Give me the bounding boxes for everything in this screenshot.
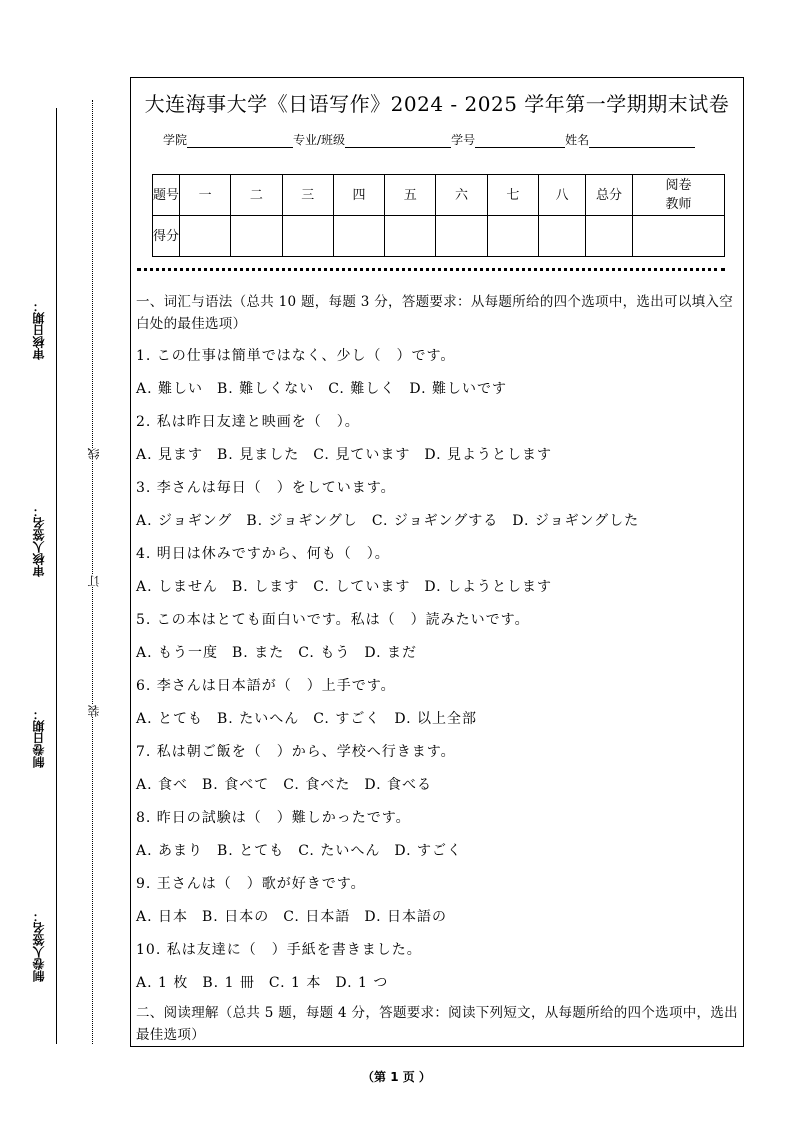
name-field[interactable] (589, 135, 695, 148)
answer-option[interactable]: D. 以上全部 (394, 711, 477, 727)
question-number-header: 题号 (153, 175, 180, 216)
answer-option[interactable]: C. もう (298, 645, 351, 661)
score-table (152, 174, 725, 257)
answer-option[interactable]: C. 1 本 (268, 975, 322, 991)
answer-option[interactable]: D. ジョギングした (512, 513, 640, 529)
answer-option[interactable]: D. 日本語の (364, 909, 447, 925)
compile-date-label: 制卷日期： (32, 708, 46, 768)
page-number: （第 1 页 ） (362, 1070, 431, 1084)
answer-option[interactable]: C. ジョギングする (371, 513, 499, 529)
binding-char-zhuang: 装 (87, 705, 101, 717)
question-1: 1. この仕事は簡単ではなく、少し（ ）です。 (136, 348, 456, 364)
student-id-field[interactable] (475, 135, 565, 148)
question-7: 7. 私は朝ご飯を（ ）から、学校へ行きます。 (136, 744, 456, 760)
score-table-header-row (153, 175, 725, 216)
question-3: 3. 李さんは毎日（ ）をしています。 (136, 480, 396, 496)
answer-option[interactable]: C. 食べた (283, 777, 351, 793)
score-cell[interactable] (180, 216, 231, 257)
score-col-total: 总分 (586, 175, 633, 216)
answer-option[interactable]: B. 見ました (217, 447, 300, 463)
answer-option[interactable]: A. 難しい (136, 381, 204, 397)
answer-option[interactable]: B. 難しくない (217, 381, 315, 397)
dotted-separator (137, 268, 725, 271)
question-8: 8. 昨日の試験は（ ）難しかったです。 (136, 810, 411, 826)
score-row-header: 得分 (153, 216, 180, 257)
score-col-6: 六 (436, 175, 487, 216)
score-cell[interactable] (487, 216, 538, 257)
question-10-options (136, 967, 741, 1000)
question-6: 6. 李さんは日本語が（ ）上手です。 (136, 678, 396, 694)
score-col-1: 一 (180, 175, 231, 216)
binding-dotted-line (92, 100, 93, 1044)
question-9-options (136, 901, 741, 934)
answer-option[interactable]: A. とても (136, 711, 204, 727)
exam-content (136, 291, 741, 1046)
answer-option[interactable]: A. 見ます (136, 447, 204, 463)
compiler-signature-label: 制卷人签名： (32, 910, 46, 982)
name-label: 姓名 (565, 133, 590, 147)
answer-option[interactable]: B. ジョギングし (246, 513, 358, 529)
answer-option[interactable]: A. ジョギング (136, 513, 233, 529)
answer-option[interactable]: C. 見ています (313, 447, 411, 463)
answer-option[interactable]: A. 1 枚 (136, 975, 189, 991)
question-5-options (136, 637, 741, 670)
score-cell[interactable] (282, 216, 333, 257)
score-cell[interactable] (231, 216, 282, 257)
major-class-field[interactable] (345, 135, 451, 148)
answer-option[interactable]: C. しています (313, 579, 411, 595)
section1-heading: 一、词汇与语法（总共 10 题，每题 3 分，答题要求：从每题所给的四个选项中，选出可以填入空白处的最佳选项） (136, 294, 734, 332)
score-table-score-row (153, 216, 725, 257)
score-col-5: 五 (385, 175, 436, 216)
reviewer-signature-label: 审核人签名： (32, 505, 46, 577)
answer-option[interactable]: A. しません (136, 579, 219, 595)
answer-option[interactable]: B. 日本の (202, 909, 270, 925)
question-2-options (136, 439, 741, 472)
answer-option[interactable]: D. 食べる (364, 777, 432, 793)
binding-margin-line (56, 108, 57, 1044)
question-7-options (136, 769, 741, 802)
question-list (136, 340, 741, 1000)
college-field[interactable] (187, 135, 293, 148)
answer-option[interactable]: A. あまり (136, 843, 204, 859)
answer-option[interactable]: C. すごく (313, 711, 381, 727)
question-10: 10. 私は友達に（ ）手紙を書きました。 (136, 942, 422, 958)
answer-option[interactable]: C. 難しく (328, 381, 396, 397)
score-col-2: 二 (231, 175, 282, 216)
question-4-options (136, 571, 741, 604)
major-class-label: 专业/班级 (293, 133, 346, 147)
review-date-label: 审核日期： (32, 300, 46, 360)
answer-option[interactable]: D. すごく (394, 843, 462, 859)
student-info-row (163, 131, 695, 148)
binding-char-ding: 订 (87, 575, 101, 587)
question-3-options (136, 505, 741, 538)
answer-option[interactable]: B. また (232, 645, 285, 661)
answer-option[interactable]: D. 見ようとします (424, 447, 552, 463)
question-5: 5. この本はとても面白いです。私は（ ）読みたいです。 (136, 612, 530, 628)
answer-option[interactable]: D. まだ (364, 645, 417, 661)
question-9: 9. 王さんは（ ）歌が好きです。 (136, 876, 366, 892)
score-col-8: 八 (539, 175, 586, 216)
answer-option[interactable]: B. たいへん (217, 711, 300, 727)
answer-option[interactable]: B. とても (217, 843, 285, 859)
answer-option[interactable]: A. 日本 (136, 909, 189, 925)
answer-option[interactable]: D. 1 つ (335, 975, 389, 991)
score-col-grader: 阅卷教师 (633, 175, 725, 216)
student-id-label: 学号 (451, 133, 476, 147)
answer-option[interactable]: A. もう一度 (136, 645, 219, 661)
question-1-options (136, 373, 741, 406)
binding-char-xian: 线 (87, 448, 101, 460)
exam-title: 大连海事大学《日语写作》2024 - 2025 学年第一学期期末试卷 (144, 92, 730, 116)
score-col-7: 七 (487, 175, 538, 216)
answer-option[interactable]: C. 日本語 (283, 909, 351, 925)
score-cell[interactable] (385, 216, 436, 257)
answer-option[interactable]: C. たいへん (298, 843, 381, 859)
answer-option[interactable]: D. しようとします (424, 579, 552, 595)
answer-option[interactable]: B. 1 冊 (202, 975, 255, 991)
score-cell[interactable] (436, 216, 487, 257)
score-cell[interactable] (333, 216, 384, 257)
question-4: 4. 明日は休みですから、何も（ ）。 (136, 546, 390, 562)
exam-frame (130, 77, 744, 1047)
question-6-options (136, 703, 741, 736)
score-cell[interactable] (539, 216, 586, 257)
question-2: 2. 私は昨日友達と映画を（ ）。 (136, 414, 360, 430)
score-cell[interactable] (586, 216, 633, 257)
answer-option[interactable]: A. 食べ (136, 777, 189, 793)
score-col-4: 四 (333, 175, 384, 216)
answer-option[interactable]: B. 食べて (202, 777, 270, 793)
score-col-3: 三 (282, 175, 333, 216)
score-cell[interactable] (633, 216, 725, 257)
answer-option[interactable]: D. 難しいです (409, 381, 507, 397)
question-8-options (136, 835, 741, 868)
answer-option[interactable]: B. します (232, 579, 300, 595)
section2-heading: 二、阅读理解（总共 5 题，每题 4 分，答题要求：阅读下列短文，从每题所给的四个选项中，选出最佳选项） (136, 1005, 738, 1043)
college-label: 学院 (163, 133, 188, 147)
